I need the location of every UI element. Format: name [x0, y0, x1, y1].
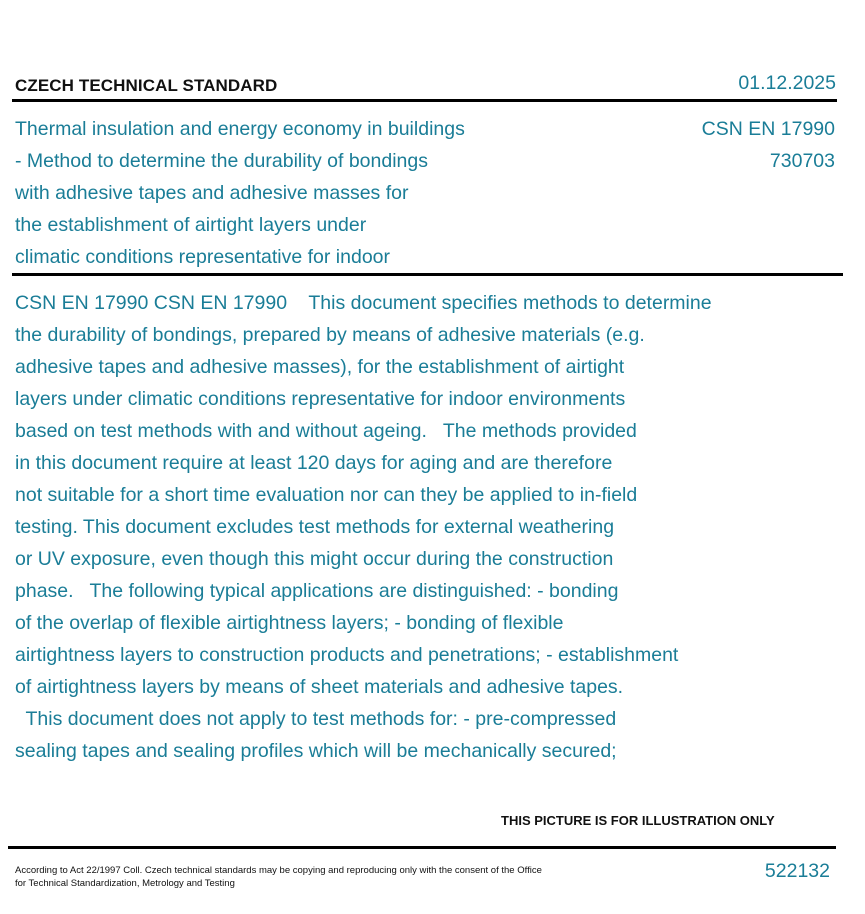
middle-divider: [12, 273, 843, 276]
copyright-line: According to Act 22/1997 Coll. Czech technical standards may be copying and reproducing only with the consent of the Office: [15, 865, 542, 876]
title-line: climatic conditions representative for indoor: [15, 246, 391, 268]
abstract-line: phase. The following typical applications are distinguished: - bonding: [15, 580, 619, 602]
top-divider: [12, 99, 837, 102]
abstract-line: airtightness layers to construction products and penetrations; - establishment: [15, 644, 679, 666]
abstract-text: [15, 287, 712, 767]
abstract-line: of the overlap of flexible airtightness layers; - bonding of flexible: [15, 612, 564, 634]
standard-title: [15, 113, 465, 273]
title-line: - Method to determine the durability of bondings: [15, 150, 428, 172]
title-line: with adhesive tapes and adhesive masses for: [15, 182, 409, 204]
document-code: 522132: [764, 860, 830, 882]
abstract-line: testing. This document excludes test methods for external weathering: [15, 516, 615, 538]
abstract-line: sealing tapes and sealing profiles which will be mechanically secured;: [15, 740, 617, 762]
abstract-line: not suitable for a short time evaluation nor can they be applied to in-field: [15, 484, 638, 506]
abstract-line: based on test methods with and without ageing. The methods provided: [15, 420, 637, 442]
publication-date: 01.12.2025: [738, 72, 836, 94]
abstract-line: in this document require at least 120 days for aging and are therefore: [15, 452, 613, 474]
standard-code: CSN EN 17990: [701, 118, 835, 140]
document-type-label: CZECH TECHNICAL STANDARD: [15, 76, 278, 95]
copyright-line: for Technical Standardization, Metrology and Testing: [15, 878, 235, 889]
abstract-line: CSN EN 17990 CSN EN 17990 This document specifies methods to determine: [15, 292, 712, 314]
abstract-line: layers under climatic conditions representative for indoor environments: [15, 388, 626, 410]
class-number: 730703: [769, 150, 835, 172]
abstract-line: This document does not apply to test methods for: - pre-compressed: [15, 708, 617, 730]
title-line: Thermal insulation and energy economy in buildings: [15, 118, 465, 140]
illustration-notice: THIS PICTURE IS FOR ILLUSTRATION ONLY: [501, 813, 775, 828]
abstract-line: the durability of bondings, prepared by means of adhesive materials (e.g.: [15, 324, 645, 346]
abstract-line: adhesive tapes and adhesive masses), for the establishment of airtight: [15, 356, 625, 378]
standard-codes: [702, 113, 835, 177]
abstract-line: of airtightness layers by means of sheet materials and adhesive tapes.: [15, 676, 624, 698]
bottom-divider: [8, 846, 836, 849]
title-line: the establishment of airtight layers under: [15, 214, 367, 236]
copyright-note: [15, 864, 542, 890]
abstract-line: or UV exposure, even though this might occur during the construction: [15, 548, 614, 570]
